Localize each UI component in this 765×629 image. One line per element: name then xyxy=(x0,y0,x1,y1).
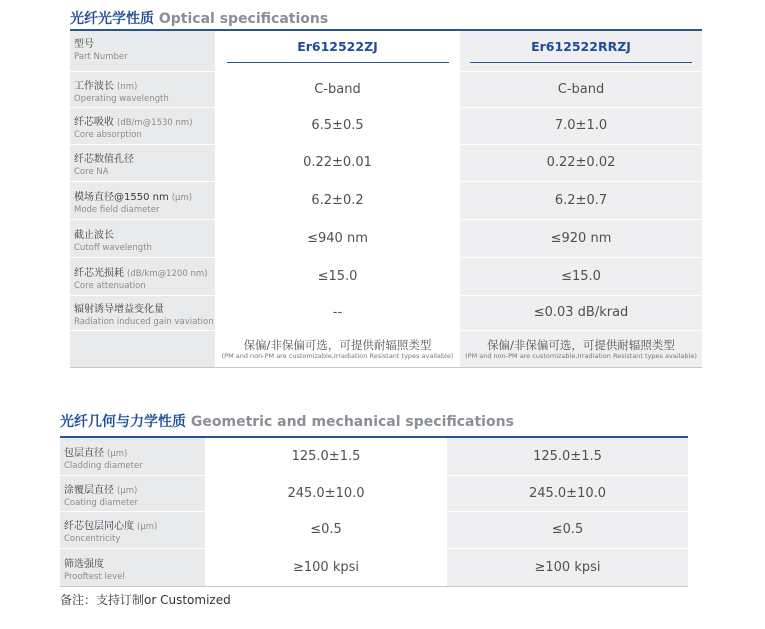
empty-label-cell xyxy=(70,330,215,368)
spec-label: 辐射诱导增益变化量 Radiation induced gain vaviation xyxy=(70,295,215,330)
optical-spec-table xyxy=(70,31,702,369)
geometric-title-en: Geometric and mechanical specifications xyxy=(190,414,514,430)
spec-value-1: 245.0±10.0 xyxy=(205,475,447,511)
spec-value-2: C-band xyxy=(460,71,702,107)
customization-note-row xyxy=(70,330,702,368)
part-number-2: Er612522RRZJ xyxy=(531,38,631,54)
table-row xyxy=(70,71,702,107)
spec-value-1: C-band xyxy=(215,71,460,107)
part-number-1: Er612522ZJ xyxy=(297,38,378,54)
optical-bottom-rule xyxy=(70,367,702,368)
geometric-title-cn: 光纤几何与力学性质 xyxy=(60,414,186,430)
table-row xyxy=(70,181,702,219)
spec-value-2: 7.0±1.0 xyxy=(460,107,702,144)
part-number-2-underline xyxy=(470,62,692,63)
geometric-section-title xyxy=(60,411,514,431)
customization-note-1: 保偏/非保偏可选，可提供耐辐照类型 (PM and non-PM are customizable,Irradiation Resistant types available) xyxy=(215,330,460,368)
spec-label: 筛选强度 Prooftest level xyxy=(60,548,205,586)
spec-value-2: 6.2±0.7 xyxy=(460,181,702,219)
optical-title-cn: 光纤光学性质 xyxy=(70,11,154,27)
spec-value-1: -- xyxy=(215,295,460,330)
table-row xyxy=(60,438,688,475)
table-row xyxy=(70,144,702,181)
table-row xyxy=(70,257,702,295)
spec-value-1: ≤940 nm xyxy=(215,219,460,257)
spec-value-1: 6.5±0.5 xyxy=(215,107,460,144)
customization-note-2: 保偏/非保偏可选，可提供耐辐照类型 (PM and non-PM are customizable,Irradiation Resistant types available) xyxy=(460,330,702,368)
geometric-spec-table xyxy=(60,438,688,587)
part-number-1-cell xyxy=(215,31,460,71)
table-row xyxy=(60,475,688,511)
table-row xyxy=(70,107,702,144)
spec-value-1: 125.0±1.5 xyxy=(205,438,447,475)
spec-value-2: ≤0.03 dB/krad xyxy=(460,295,702,330)
geometric-bottom-rule xyxy=(60,586,688,587)
spec-value-1: 6.2±0.2 xyxy=(215,181,460,219)
part-number-label: 型号 Part Number xyxy=(70,31,215,71)
optical-section-title xyxy=(70,8,328,28)
table-row xyxy=(70,295,702,330)
spec-value-1: 0.22±0.01 xyxy=(215,144,460,181)
spec-label: 纤芯数值孔径 Core NA xyxy=(70,144,215,181)
table-row xyxy=(60,511,688,548)
spec-value-2: ≤920 nm xyxy=(460,219,702,257)
spec-value-2: 125.0±1.5 xyxy=(447,438,688,475)
table-row xyxy=(60,548,688,586)
spec-value-2: ≤15.0 xyxy=(460,257,702,295)
spec-value-2: ≥100 kpsi xyxy=(447,548,688,586)
part-number-row xyxy=(70,31,702,71)
table-row xyxy=(70,219,702,257)
spec-label: 包层直径 (μm) Cladding diameter xyxy=(60,438,205,475)
footnote: 备注：支持订制or Customized xyxy=(60,593,231,607)
spec-label: 涂覆层直径 (μm) Coating diameter xyxy=(60,475,205,511)
spec-value-2: 0.22±0.02 xyxy=(460,144,702,181)
spec-value-2: 245.0±10.0 xyxy=(447,475,688,511)
part-number-2-cell xyxy=(460,31,702,71)
spec-label: 截止波长 Cutoff wavelength xyxy=(70,219,215,257)
spec-label: 工作波长 (nm) Operating wavelength xyxy=(70,71,215,107)
spec-label: 纤芯包层同心度 (μm) Concentricity xyxy=(60,511,205,548)
spec-value-1: ≤0.5 xyxy=(205,511,447,548)
spec-value-1: ≤15.0 xyxy=(215,257,460,295)
spec-label: 模场直径@1550 nm (μm) Mode field diameter xyxy=(70,181,215,219)
spec-value-2: ≤0.5 xyxy=(447,511,688,548)
spec-label: 纤芯光损耗 (dB/km@1200 nm) Core attenuation xyxy=(70,257,215,295)
spec-value-1: ≥100 kpsi xyxy=(205,548,447,586)
optical-title-en: Optical specifications xyxy=(158,11,329,27)
spec-label: 纤芯吸收 (dB/m@1530 nm) Core absorption xyxy=(70,107,215,144)
part-number-1-underline xyxy=(227,62,449,63)
